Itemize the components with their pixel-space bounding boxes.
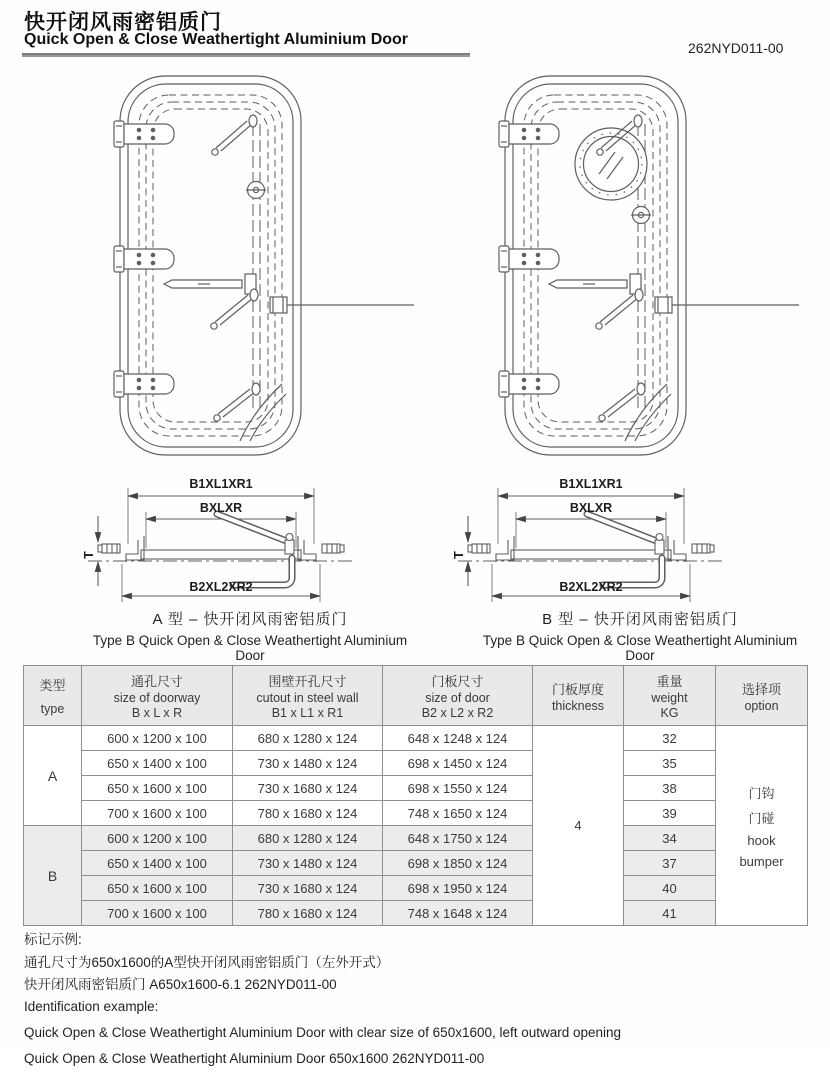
type-b-caption-en: Type B Quick Open & Close Weathertight Aluminium Door [482,633,798,663]
door-size-cell: 748 x 1648 x 124 [383,901,533,926]
hinge-top [114,121,174,147]
cutout-cell: 680 x 1280 x 124 [233,826,383,851]
weight-cell: 35 [624,751,716,776]
cutout-cell: 730 x 1680 x 124 [233,776,383,801]
door-size-cell: 698 x 1550 x 124 [383,776,533,801]
note-zh-label: 标记示例: [24,932,82,947]
door-b-cross-section [452,458,726,608]
note-zh-line1: 通孔尺寸为650x1600的A型快开闭风雨密铝质门（左外开式） [24,955,390,970]
title-double-rule [22,53,470,57]
door-b-elevation-drawing [497,72,807,462]
dim-thickness-label: T [82,551,96,559]
type-a-caption-zh: A 型 – 快开闭风雨密铝质门 [152,611,348,628]
table-row [24,876,808,901]
option-cell: 门钩 门碰 hook bumper [716,726,808,926]
weight-cell: 38 [624,776,716,801]
door-a-elevation-drawing [112,72,422,462]
table-row [24,901,808,926]
col-header-cutout: 围壁开孔尺寸 cutout in steel wall B1 x L1 x R1 [233,666,383,726]
doorway-cell: 650 x 1600 x 100 [82,876,233,901]
hinge-bottom [499,371,559,397]
table-row [24,826,808,851]
weight-cell: 32 [624,726,716,751]
doorway-cell: 650 x 1400 x 100 [82,751,233,776]
door-size-cell: 648 x 1750 x 124 [383,826,533,851]
dim-cutout-label: B1XL1XR1 [559,477,623,491]
table-row [24,751,808,776]
hinge-middle [114,246,174,272]
doorway-cell: 600 x 1200 x 100 [82,826,233,851]
col-header-doorway: 通孔尺寸 size of doorway B x L x R [82,666,233,726]
cutout-cell: 780 x 1680 x 124 [233,901,383,926]
note-en-line2: Quick Open & Close Weathertight Aluminium Door 650x1600 262NYD011-00 [24,1051,485,1066]
weight-cell: 37 [624,851,716,876]
doc-number: 262NYD011-00 [688,40,784,56]
col-header-door-size: 门板尺寸 size of door B2 x L2 x R2 [383,666,533,726]
door-size-cell: 698 x 1950 x 124 [383,876,533,901]
identification-notes [24,932,824,1073]
weight-cell: 41 [624,901,716,926]
table-row [24,776,808,801]
cutout-cell: 730 x 1480 x 124 [233,751,383,776]
dim-cutout-label: B1XL1XR1 [189,477,253,491]
dim-doorway-label: BXLXR [569,501,613,515]
cutout-cell: 680 x 1280 x 124 [233,726,383,751]
thickness-cell: 4 [533,726,624,926]
doorway-cell: 700 x 1600 x 100 [82,901,233,926]
weight-cell: 34 [624,826,716,851]
hinge-bottom [114,371,174,397]
weight-cell: 39 [624,801,716,826]
col-header-weight: 重量 weight KG [624,666,716,726]
spec-table [23,665,808,926]
table-row [24,851,808,876]
dim-doorway-label: BXLXR [199,501,243,515]
door-size-cell: 698 x 1450 x 124 [383,751,533,776]
col-header-type: 类型 type [24,666,82,726]
cutout-cell: 780 x 1680 x 124 [233,801,383,826]
door-size-cell: 698 x 1850 x 124 [383,851,533,876]
type-b-caption [470,608,810,663]
col-header-thickness: 门板厚度 thickness [533,666,624,726]
doorway-cell: 700 x 1600 x 100 [82,801,233,826]
weight-cell: 40 [624,876,716,901]
dim-thickness-label: T [452,551,466,559]
door-size-cell: 748 x 1650 x 124 [383,801,533,826]
col-header-option: 选择项 option [716,666,808,726]
table-row [24,726,808,751]
table-row [24,801,808,826]
page-title-en: Quick Open & Close Weathertight Aluminium Door [24,31,409,48]
note-zh-line2: 快开闭风雨密铝质门 A650x1600-6.1 262NYD011-00 [24,977,337,992]
dim-door-label: B2XL2XR2 [559,580,623,594]
doorway-cell: 650 x 1600 x 100 [82,776,233,801]
door-size-cell: 648 x 1248 x 124 [383,726,533,751]
type-a-caption-en: Type B Quick Open & Close Weathertight Aluminium Door [92,633,408,663]
dim-door-label: B2XL2XR2 [189,580,253,594]
door-a-cross-section [82,458,356,608]
type-b-caption-zh: B 型 – 快开闭风雨密铝质门 [542,611,738,628]
hinge-top [499,121,559,147]
hinge-middle [499,246,559,272]
page-title-zh: 快开闭风雨密铝质门 [24,11,222,34]
note-en-line1: Quick Open & Close Weathertight Aluminium Door with clear size of 650x1600, left outward opening [24,1025,622,1040]
cutout-cell: 730 x 1480 x 124 [233,851,383,876]
type-a-cell: A [24,726,82,826]
table-header-row [24,666,808,726]
doorway-cell: 600 x 1200 x 100 [82,726,233,751]
type-a-caption [80,608,420,663]
note-en-label: Identification example: [24,999,159,1014]
cutout-cell: 730 x 1680 x 124 [233,876,383,901]
type-b-cell: B [24,826,82,926]
doorway-cell: 650 x 1400 x 100 [82,851,233,876]
